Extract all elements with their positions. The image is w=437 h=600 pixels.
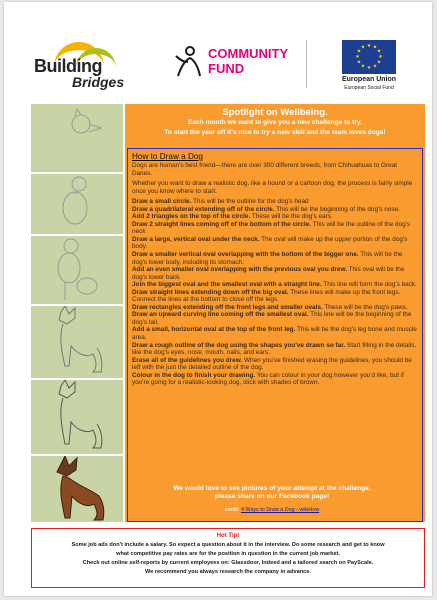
wellbeing-panel (125, 104, 425, 522)
tip-text: what competitive pay rates are for the position in question in the current job market. (116, 551, 340, 557)
logo-text: Building (34, 56, 102, 76)
howto-title: How to Draw a Dog (132, 152, 203, 161)
step-illustration-1 (31, 104, 123, 174)
intro-paragraph: Whether you want to draw a realistic dog, like a hound or a cartoon dog, the process is fairly simple once you know where to start. (132, 180, 413, 195)
step-text: Colour in the dog to finish your drawing. You can colour in your dog however you'd like, but if you're going for a realistic-looking dog, stick with shades of brown. (132, 371, 404, 387)
step-text: Draw an upward curving line coming off the smallest oval. This line will be the beginning of the dog's tail. (132, 311, 412, 326)
tip-text: We recommend you always research the company in advance. (145, 569, 311, 575)
step-text: Draw a rough outline of the dog using the shapes you've drawn so far. Start filling in the details, like the dog's eyes, nose, mouth, nails, and ears. (132, 341, 417, 357)
step-text: Erase all of the guidelines you drew. When you've finished erasing the guidelines, you should be left with the just the detailed outline of the dog. (132, 356, 412, 372)
hot-tip-box (31, 528, 425, 588)
tip-text: Check out online self-reports by current employees on: Glassdoor, Indeed and a tailored search on PayScale. (82, 560, 374, 566)
svg-text:★: ★ (356, 59, 362, 66)
step-text: Draw a quadrilateral extending off of the circle. This will be the beginning of the dog's nose. (132, 205, 400, 213)
credit-link[interactable]: 4 Ways to Draw a Dog - wikiHow (240, 507, 320, 513)
logo-text: FUND (208, 61, 245, 76)
step-text: Add a small, horizontal oval at the top of the front leg. This will be the dog's leg bone and muscle area. (132, 326, 417, 342)
step-text: Add 2 triangles on the top of the circle. These will be the dog's ears. (132, 213, 333, 221)
svg-text:★: ★ (376, 48, 382, 55)
eu-flag-icon (342, 40, 396, 74)
community-fund-logo (172, 42, 302, 86)
tip-text: Some job ads don't include a salary. So expect a question about it in the interview. Do some research and get to know (71, 542, 385, 548)
step-illustration-2 (31, 174, 123, 236)
svg-text:★: ★ (366, 43, 372, 49)
dog-step-illustration (31, 306, 123, 378)
svg-text:★: ★ (360, 63, 366, 70)
dog-step-illustration (31, 104, 123, 172)
step-text: Add an even smaller oval overlapping with the previous oval you drew. This oval will be the dog's lower back. (132, 266, 405, 281)
credit-line: credit: 4 Ways to Draw a Dog - wikiHow (224, 507, 320, 513)
step-illustration-6 (31, 456, 123, 522)
step-illustration-4 (31, 306, 123, 380)
svg-text:★: ★ (356, 48, 362, 55)
step-text: Draw a small circle. This will be the outline for the dog's head (132, 198, 309, 206)
step-illustration-3 (31, 236, 123, 306)
svg-text:★: ★ (355, 54, 360, 60)
dog-step-illustration (31, 456, 123, 522)
svg-text:★: ★ (376, 59, 382, 66)
step-text: Draw 2 straight lines coming off of the bottom of the circle. This will be the outline of the dog's neck (132, 220, 411, 236)
eu-label: European Union (341, 76, 397, 83)
step-text: Draw straight lines extending down off the big oval. These lines will make up the front legs. Connect the lines at the bottom to close off the legs. (132, 288, 401, 304)
step-text: Draw a large, vertical oval under the neck. The oval will make up the upper portion of the dog's body. (132, 235, 408, 251)
step-text: Draw a smaller vertical oval overlapping with the bottom of the bigger one. This will be the dog's lower body, including its stomach. (132, 251, 403, 266)
how-to-draw-box (127, 148, 423, 522)
page (4, 2, 432, 596)
step-illustration-5 (31, 380, 123, 456)
svg-text:★: ★ (372, 63, 378, 70)
intro-paragraph: Dogs are human's best friend—there are over 300 different breeds, from Chihuahuas to Great Danes. (132, 162, 398, 177)
eu-logo (334, 40, 404, 92)
dog-step-illustration (31, 174, 123, 234)
dog-step-illustration (31, 236, 123, 304)
step-text: Join the biggest oval and the smallest oval with a straight line. This line will form the dog's back. (132, 281, 417, 289)
header-logos (4, 2, 432, 102)
share-message: We would love to see pictures of your attempt at the challenge, please share on our Facebook page! (173, 485, 371, 500)
step-text: Draw rectangles extending off the front legs and smaller ovals. These will be the dog's paws. (132, 303, 408, 311)
panel-title: Spotlight on Wellbeing. (222, 107, 328, 118)
eu-sublabel: European Social Fund (344, 85, 394, 91)
building-bridges-logo (34, 42, 144, 90)
tip-title: Hot Tip! (216, 533, 240, 539)
panel-intro: Each month we want to give you a new challenge to try. (188, 119, 362, 126)
dog-step-illustration (31, 380, 123, 454)
logo-divider (306, 40, 307, 88)
panel-intro: To start the year off it's nice to try a new skill and the team loves dogs! (164, 129, 386, 136)
logo-text: Bridges (72, 74, 125, 90)
logo-text: COMMUNITY (208, 46, 289, 61)
lottery-hands-icon (172, 42, 202, 78)
drawing-steps-column (31, 104, 123, 522)
svg-text:★: ★ (366, 65, 372, 71)
svg-text:★: ★ (372, 44, 378, 51)
svg-text:★: ★ (360, 44, 366, 51)
svg-text:★: ★ (378, 54, 383, 60)
